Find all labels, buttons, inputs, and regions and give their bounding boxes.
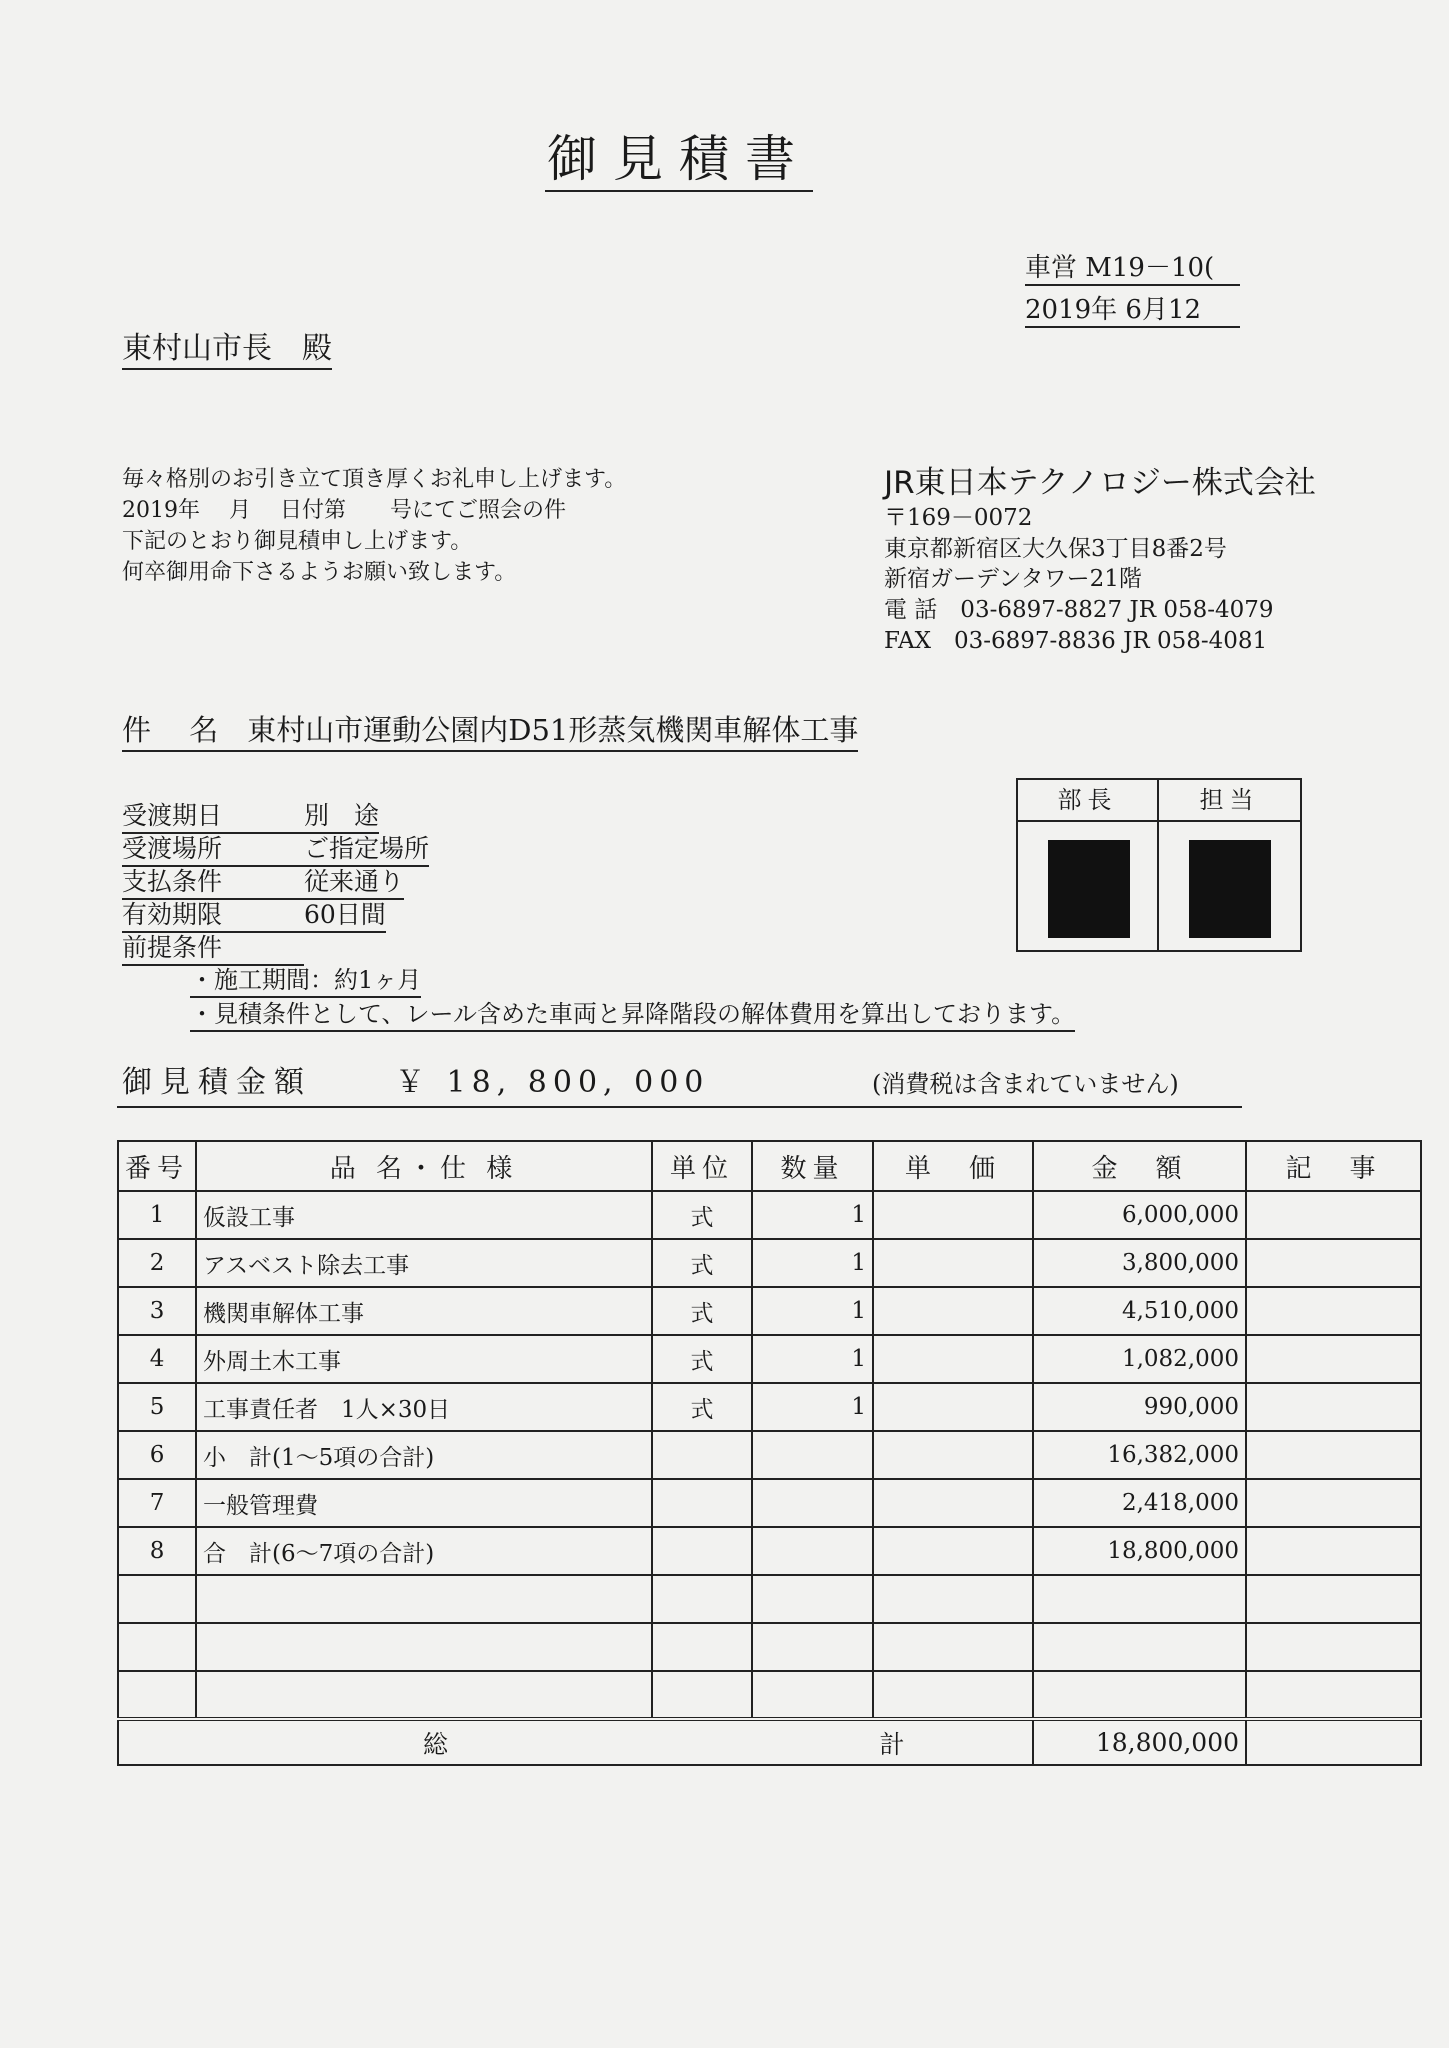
row-amount: 18,800,000 [1033, 1527, 1246, 1575]
stamp-staff [1159, 780, 1300, 950]
grand-total-label-right: 計 [752, 1719, 1033, 1765]
condition-delivery-place: 受渡場所 ご指定場所 [122, 833, 429, 867]
row-item-name [196, 1623, 652, 1671]
row-number: 6 [118, 1431, 196, 1479]
row-quantity [752, 1479, 873, 1527]
table-row [118, 1527, 1421, 1575]
row-item-name: 一般管理費 [196, 1479, 652, 1527]
header-unit: 単位 [652, 1141, 752, 1191]
premise-line: ・施工期間：約1ヶ月 [190, 964, 421, 998]
row-item-name: 機関車解体工事 [196, 1287, 652, 1335]
row-unit-price [873, 1671, 1033, 1719]
header-remarks: 記 事 [1246, 1141, 1421, 1191]
row-unit-price [873, 1287, 1033, 1335]
row-quantity: 1 [752, 1383, 873, 1431]
recipient: 東村山市長 殿 [122, 330, 332, 370]
row-number: 8 [118, 1527, 196, 1575]
row-item-name: 外周土木工事 [196, 1335, 652, 1383]
row-unit [652, 1671, 752, 1719]
row-unit-price [873, 1191, 1033, 1239]
row-unit: 式 [652, 1383, 752, 1431]
table-row [118, 1671, 1421, 1719]
row-remarks [1246, 1239, 1421, 1287]
row-unit [652, 1431, 752, 1479]
header-item: 品 名・仕 様 [196, 1141, 652, 1191]
row-number: 5 [118, 1383, 196, 1431]
stamp-manager-label: 部長 [1018, 780, 1157, 822]
header-unit-price: 単 価 [873, 1141, 1033, 1191]
grand-total-amount: 18,800,000 [1033, 1719, 1246, 1765]
row-unit [652, 1479, 752, 1527]
row-item-name: アスベスト除去工事 [196, 1239, 652, 1287]
company-postal: 〒169－0072 [884, 505, 1033, 531]
document-title: 御見積書 [545, 128, 813, 192]
row-quantity: 1 [752, 1335, 873, 1383]
row-quantity [752, 1527, 873, 1575]
header-number: 番号 [118, 1141, 196, 1191]
condition-payment: 支払条件 従来通り [122, 866, 404, 900]
table-header-row [118, 1141, 1421, 1191]
grand-total-remarks [1246, 1719, 1421, 1765]
row-number [118, 1623, 196, 1671]
row-unit-price [873, 1575, 1033, 1623]
row-unit: 式 [652, 1335, 752, 1383]
row-amount [1033, 1575, 1246, 1623]
row-amount: 4,510,000 [1033, 1287, 1246, 1335]
row-number [118, 1575, 196, 1623]
company-address2: 新宿ガーデンタワー21階 [884, 566, 1142, 592]
header-quantity: 数量 [752, 1141, 873, 1191]
table-row [118, 1431, 1421, 1479]
estimate-total-label: 御見積金額 [122, 1065, 312, 1100]
condition-validity: 有効期限 60日間 [122, 899, 386, 933]
row-remarks [1246, 1527, 1421, 1575]
row-number [118, 1671, 196, 1719]
table-row [118, 1191, 1421, 1239]
table-row [118, 1575, 1421, 1623]
condition-premise: 前提条件 [122, 932, 304, 966]
row-remarks [1246, 1671, 1421, 1719]
row-amount [1033, 1671, 1246, 1719]
row-number: 4 [118, 1335, 196, 1383]
row-remarks [1246, 1335, 1421, 1383]
row-unit [652, 1623, 752, 1671]
row-remarks [1246, 1575, 1421, 1623]
greeting-line: 下記のとおり御見積申し上げます。 [122, 529, 473, 554]
row-quantity [752, 1575, 873, 1623]
row-unit-price [873, 1239, 1033, 1287]
row-amount: 16,382,000 [1033, 1431, 1246, 1479]
row-unit-price [873, 1335, 1033, 1383]
table-row [118, 1383, 1421, 1431]
row-quantity: 1 [752, 1239, 873, 1287]
row-number: 1 [118, 1191, 196, 1239]
row-item-name: 小 計(1～5項の合計) [196, 1431, 652, 1479]
condition-delivery-date: 受渡期日 別 途 [122, 800, 379, 834]
row-quantity [752, 1623, 873, 1671]
row-unit-price [873, 1527, 1033, 1575]
row-remarks [1246, 1191, 1421, 1239]
row-item-name: 仮設工事 [196, 1191, 652, 1239]
document-date: 2019年 6月12 [1025, 294, 1240, 328]
tax-note: (消費税は含まれていません) [872, 1070, 1179, 1098]
row-item-name: 工事責任者 1人×30日 [196, 1383, 652, 1431]
row-amount: 1,082,000 [1033, 1335, 1246, 1383]
row-unit-price [873, 1431, 1033, 1479]
row-amount: 6,000,000 [1033, 1191, 1246, 1239]
greeting-line: 何卒御用命下さるようお願い致します。 [122, 560, 517, 585]
row-number: 2 [118, 1239, 196, 1287]
premise-line: ・見積条件として、レール含めた車両と昇降階段の解体費用を算出しております。 [190, 998, 1075, 1032]
row-unit [652, 1527, 752, 1575]
row-quantity: 1 [752, 1191, 873, 1239]
row-item-name: 合 計(6～7項の合計) [196, 1527, 652, 1575]
row-unit-price [873, 1479, 1033, 1527]
approval-stamp-box [1016, 778, 1302, 952]
row-remarks [1246, 1287, 1421, 1335]
row-quantity: 1 [752, 1287, 873, 1335]
row-remarks [1246, 1383, 1421, 1431]
row-amount: 2,418,000 [1033, 1479, 1246, 1527]
row-number: 7 [118, 1479, 196, 1527]
table-row [118, 1239, 1421, 1287]
table-row [118, 1623, 1421, 1671]
row-amount [1033, 1623, 1246, 1671]
row-remarks [1246, 1431, 1421, 1479]
table-row [118, 1335, 1421, 1383]
company-tel: 電 話 03-6897-8827 JR 058-4079 [884, 597, 1274, 623]
stamp-manager [1018, 780, 1159, 950]
grand-total-row [118, 1719, 1421, 1765]
row-unit-price [873, 1623, 1033, 1671]
row-amount: 3,800,000 [1033, 1239, 1246, 1287]
grand-total-label-left: 総 [118, 1719, 752, 1765]
redacted-seal-icon [1189, 840, 1271, 938]
row-unit: 式 [652, 1191, 752, 1239]
redacted-seal-icon [1048, 840, 1130, 938]
company-fax: FAX 03-6897-8836 JR 058-4081 [884, 628, 1268, 654]
company-address1: 東京都新宿区大久保3丁目8番2号 [884, 536, 1227, 562]
row-remarks [1246, 1479, 1421, 1527]
subject-line: 件 名 東村山市運動公園内D51形蒸気機関車解体工事 [122, 710, 858, 752]
row-quantity [752, 1671, 873, 1719]
row-unit [652, 1575, 752, 1623]
header-amount: 金 額 [1033, 1141, 1246, 1191]
row-unit: 式 [652, 1239, 752, 1287]
row-amount: 990,000 [1033, 1383, 1246, 1431]
row-unit: 式 [652, 1287, 752, 1335]
row-unit-price [873, 1383, 1033, 1431]
table-row [118, 1287, 1421, 1335]
row-item-name [196, 1671, 652, 1719]
table-row [118, 1479, 1421, 1527]
stamp-staff-label: 担当 [1159, 780, 1300, 822]
company-name: JR東日本テクノロジー株式会社 [884, 465, 1316, 501]
greeting-line: 毎々格別のお引き立て頂き厚くお礼申し上げます。 [122, 467, 627, 492]
document-number: 車営 M19－10( [1025, 252, 1240, 286]
row-remarks [1246, 1623, 1421, 1671]
row-item-name [196, 1575, 652, 1623]
line-items-table [117, 1140, 1422, 1766]
estimate-total-value: ￥ 18, 800, 000 [395, 1065, 710, 1100]
greeting-line: 2019年 月 日付第 号にてご照会の件 [122, 498, 566, 523]
row-quantity [752, 1431, 873, 1479]
row-number: 3 [118, 1287, 196, 1335]
